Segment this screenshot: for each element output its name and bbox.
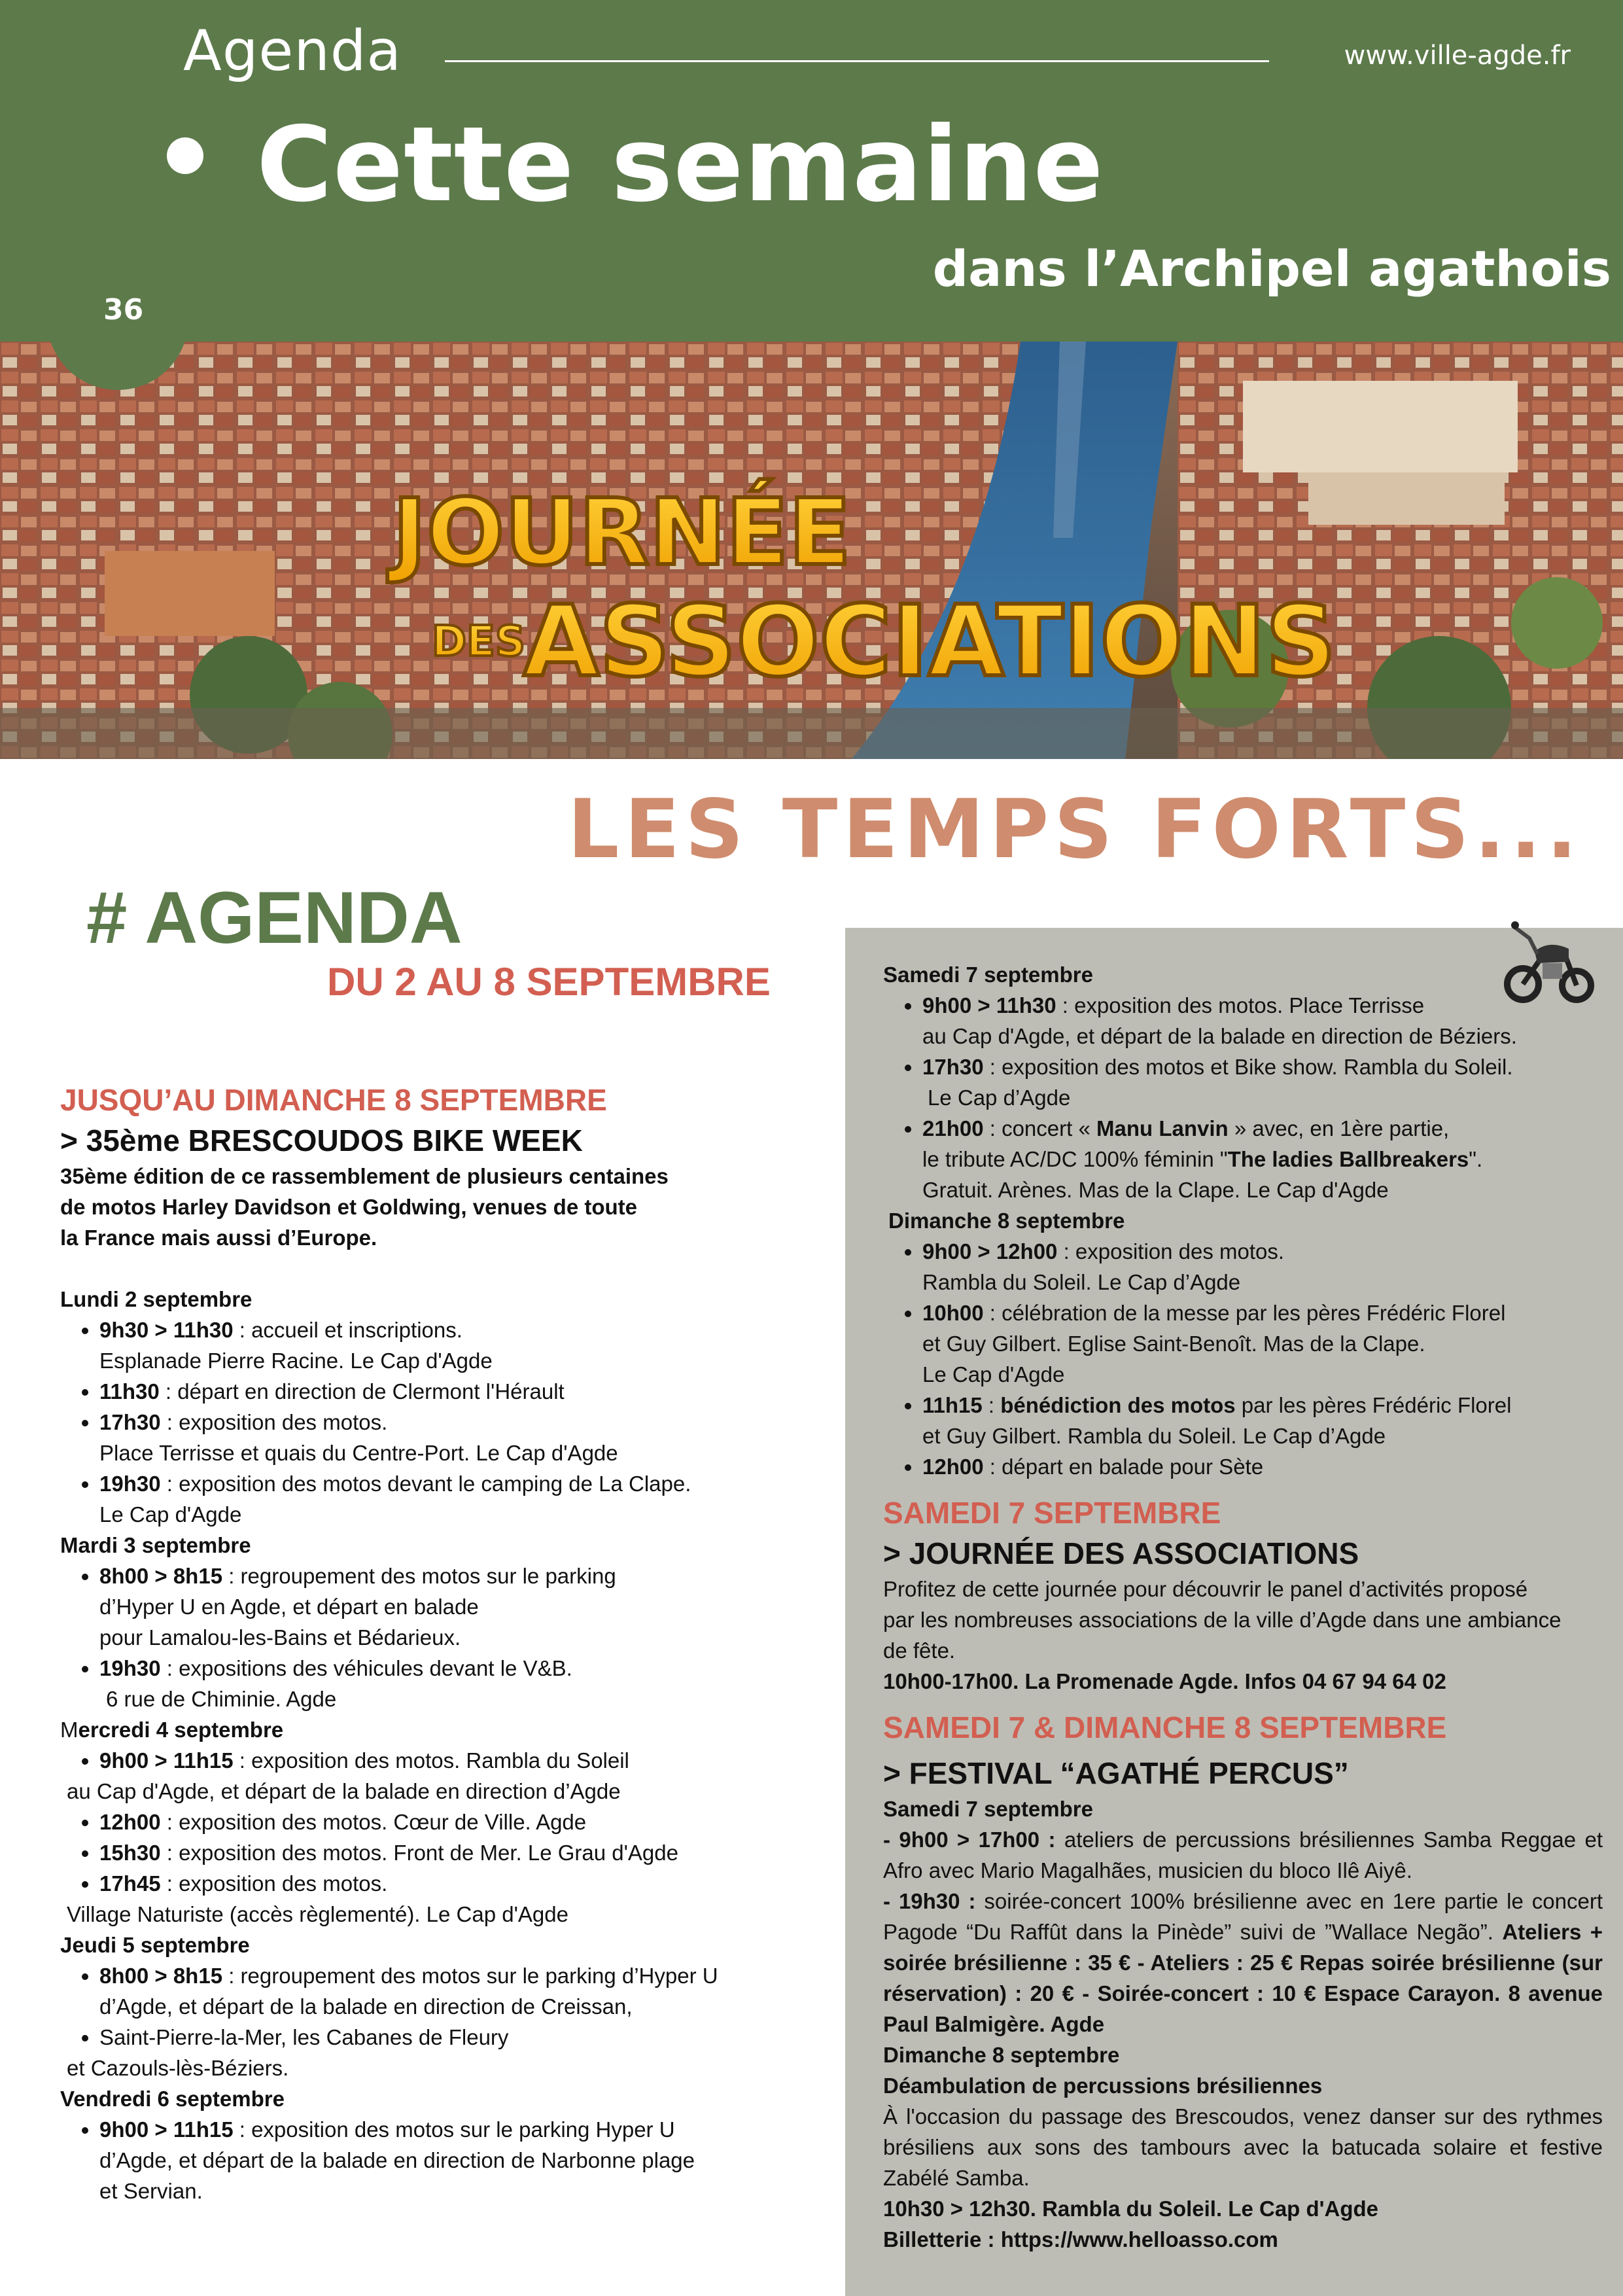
list-item: • 11h15 : bénédiction des motos par les pères Frédéric Florel et Guy Gilbert. Rambla du Soleil. Le Cap d’Agde [922,1390,1603,1451]
page-subtitle: dans l’Archipel agathois [932,239,1611,298]
event-description: À l'occasion du passage des Brescoudos, venez danser sur des rythmes brésiliens aux sons des tambours avec la batucada solaire et festive Zabélé Samba. [883,2104,1603,2190]
schedule-list [60,1745,767,1776]
list-item: • 9h30 > 11h30 : accueil et inscriptions. Esplanade Pierre Racine. Le Cap d'Agde [99,1315,767,1376]
list-item: • 10h00 : célébration de la messe par les pères Frédéric Florel et Guy Gilbert. Eglise Saint-Benoît. Mas de la Clape. Le Cap d'Agde [922,1298,1603,1390]
list-item: • 11h30 : départ en direction de Clermont l'Hérault [99,1376,767,1407]
schedule-list [60,1315,767,1530]
day-heading: Mardi 3 septembre [60,1533,251,1557]
list-item: • 8h00 > 8h15 : regroupement des motos sur le parking d’Hyper U en Agde, et départ en balade pour Lamalou-les-Bains et Bédarieux. [99,1561,767,1653]
list-item: • 17h30 : exposition des motos et Bike show. Rambla du Soleil. Le Cap d’Agde [922,1051,1603,1113]
event-description: Profitez de cette journée pour découvrir le panel d’activités proposé par les nombreuses associations de la ville d’Agde dans une ambiance de fête. [883,1577,1562,1663]
list-item: • 9h00 > 11h15 : exposition des motos. Rambla du Soleil [99,1745,767,1776]
event-description: - 19h30 : soirée-concert 100% brésilienne avec en 1ere partie le concert Pagode “Du Raffût dans la Pinède” suivi de ”Wallace Negão”. Ateliers + soirée brésilienne : 35 € - Ateliers : 25 € Repas soirée brésilienne (sur réservation) : 20 € - Soirée-concert : 10 € Espace Carayon. 8 avenue Paul Balmigère. Agde [883,1889,1603,2036]
day-heading: Lundi 2 septembre [60,1287,253,1311]
left-column [60,1080,767,2206]
list-continuation: au Cap d'Agde, et départ de la balade en direction d’Agde [67,1779,621,1803]
event-date: JUSQU’AU DIMANCHE 8 SEPTEMBRE [60,1083,607,1117]
motorcycle-icon [1503,912,1595,1010]
list-item: • Saint-Pierre-la-Mer, les Cabanes de Fleury [99,2022,767,2053]
page-title: Cette semaine [256,105,1104,225]
event-date: SAMEDI 7 SEPTEMBRE [883,1496,1221,1530]
event-subtitle: Déambulation de percussions brésiliennes [883,2074,1323,2098]
banner-photo [0,342,1623,759]
day-heading: Mercredi 4 septembre [60,1718,284,1742]
agenda-heading: # AGENDA [86,877,462,959]
day-heading: Dimanche 8 septembre [883,2043,1120,2067]
list-item: • 9h00 > 11h15 : exposition des motos sur le parking Hyper U d’Agde, et départ de la balade en direction de Narbonne plage et Servian. [99,2114,767,2206]
schedule-list [60,1807,767,1899]
event-title: > 35ème BRESCOUDOS BIKE WEEK [60,1123,583,1157]
logo-line1: JOURNÉE [393,480,852,586]
list-continuation: Village Naturiste (accès règlementé). Le Cap d'Agde [67,1902,568,1926]
page-header [0,0,1623,342]
aerial-town-illustration [0,342,1623,759]
list-item: • 17h30 : exposition des motos. Place Terrisse et quais du Centre-Port. Le Cap d'Agde [99,1407,767,1468]
list-item: • 21h00 : concert « Manu Lanvin » avec, en 1ère partie, le tribute AC/DC 100% féminin "The ladies Ballbreakers". Gratuit. Arènes. Mas de la Clape. Le Cap d'Agde [922,1113,1603,1205]
list-item: • 19h30 : exposition des motos devant le camping de La Clape. Le Cap d'Agde [99,1468,767,1530]
event-date: SAMEDI 7 & DIMANCHE 8 SEPTEMBRE [883,1710,1447,1744]
bullet-icon [167,137,203,174]
day-heading: Samedi 7 septembre [883,1797,1093,1821]
day-heading: Jeudi 5 septembre [60,1933,250,1957]
section-heading: LES TEMPS FORTS... [567,783,1582,877]
website-link[interactable]: www.ville-agde.fr [1344,41,1571,71]
list-continuation: et Cazouls-lès-Béziers. [67,2056,289,2080]
event-title: > JOURNÉE DES ASSOCIATIONS [883,1536,1359,1570]
event-description: - 9h00 > 17h00 : ateliers de percussions brésiliennes Samba Reggae et Afro avec Mario Magalhães, musicien du bloco Ilê Aiyê. [883,1828,1603,1882]
list-item: • 17h45 : exposition des motos. [99,1868,767,1899]
day-heading: Samedi 7 septembre [883,963,1093,987]
day-heading: Vendredi 6 septembre [60,2087,285,2111]
list-item: • 19h30 : expositions des véhicules devant le V&B. 6 rue de Chiminie. Agde [99,1653,767,1714]
day-heading: Dimanche 8 septembre [888,1209,1125,1233]
schedule-list [883,1236,1603,1482]
list-item: • 15h30 : exposition des motos. Front de Mer. Le Grau d'Agde [99,1837,767,1868]
event-title: > FESTIVAL “AGATHÉ PERCUS” [883,1756,1349,1790]
page-number: 36 [103,293,144,327]
list-item: • 12h00 : départ en balade pour Sète [922,1451,1603,1482]
schedule-list [60,1561,767,1714]
list-item: • 8h00 > 8h15 : regroupement des motos sur le parking d’Hyper U d’Agde, et départ de la balade en direction de Creissan, [99,1960,767,2022]
list-item: • 12h00 : exposition des motos. Cœur de Ville. Agde [99,1807,767,1837]
date-range: DU 2 AU 8 SEPTEMBRE [327,960,771,1004]
section-label: Agenda [183,18,402,84]
header-divider [445,60,1269,62]
event-info: 10h00-17h00. La Promenade Agde. Infos 04 67 94 64 02 [883,1669,1446,1693]
event-intro: 35ème édition de ce rassemblement de plusieurs centaines de motos Harley Davidson et Goldwing, venues de toute la France mais aussi d’Europe. [60,1164,669,1250]
event-info: 10h30 > 12h30. Rambla du Soleil. Le Cap d'Agde [883,2197,1379,2221]
right-column [845,928,1623,2296]
schedule-list [60,1960,767,2053]
schedule-list [60,2114,767,2206]
list-item: • 9h00 > 11h30 : exposition des motos. Place Terrisse au Cap d'Agde, et départ de la balade en direction de Béziers. [922,990,1603,1051]
schedule-list [883,990,1603,1205]
ticket-link[interactable]: Billetterie : https://www.helloasso.com [883,2227,1278,2252]
logo-des: DES [432,618,525,666]
logo-line2: ASSOCIATIONS [523,585,1336,699]
list-item: • 9h00 > 12h00 : exposition des motos. Rambla du Soleil. Le Cap d’Agde [922,1236,1603,1298]
